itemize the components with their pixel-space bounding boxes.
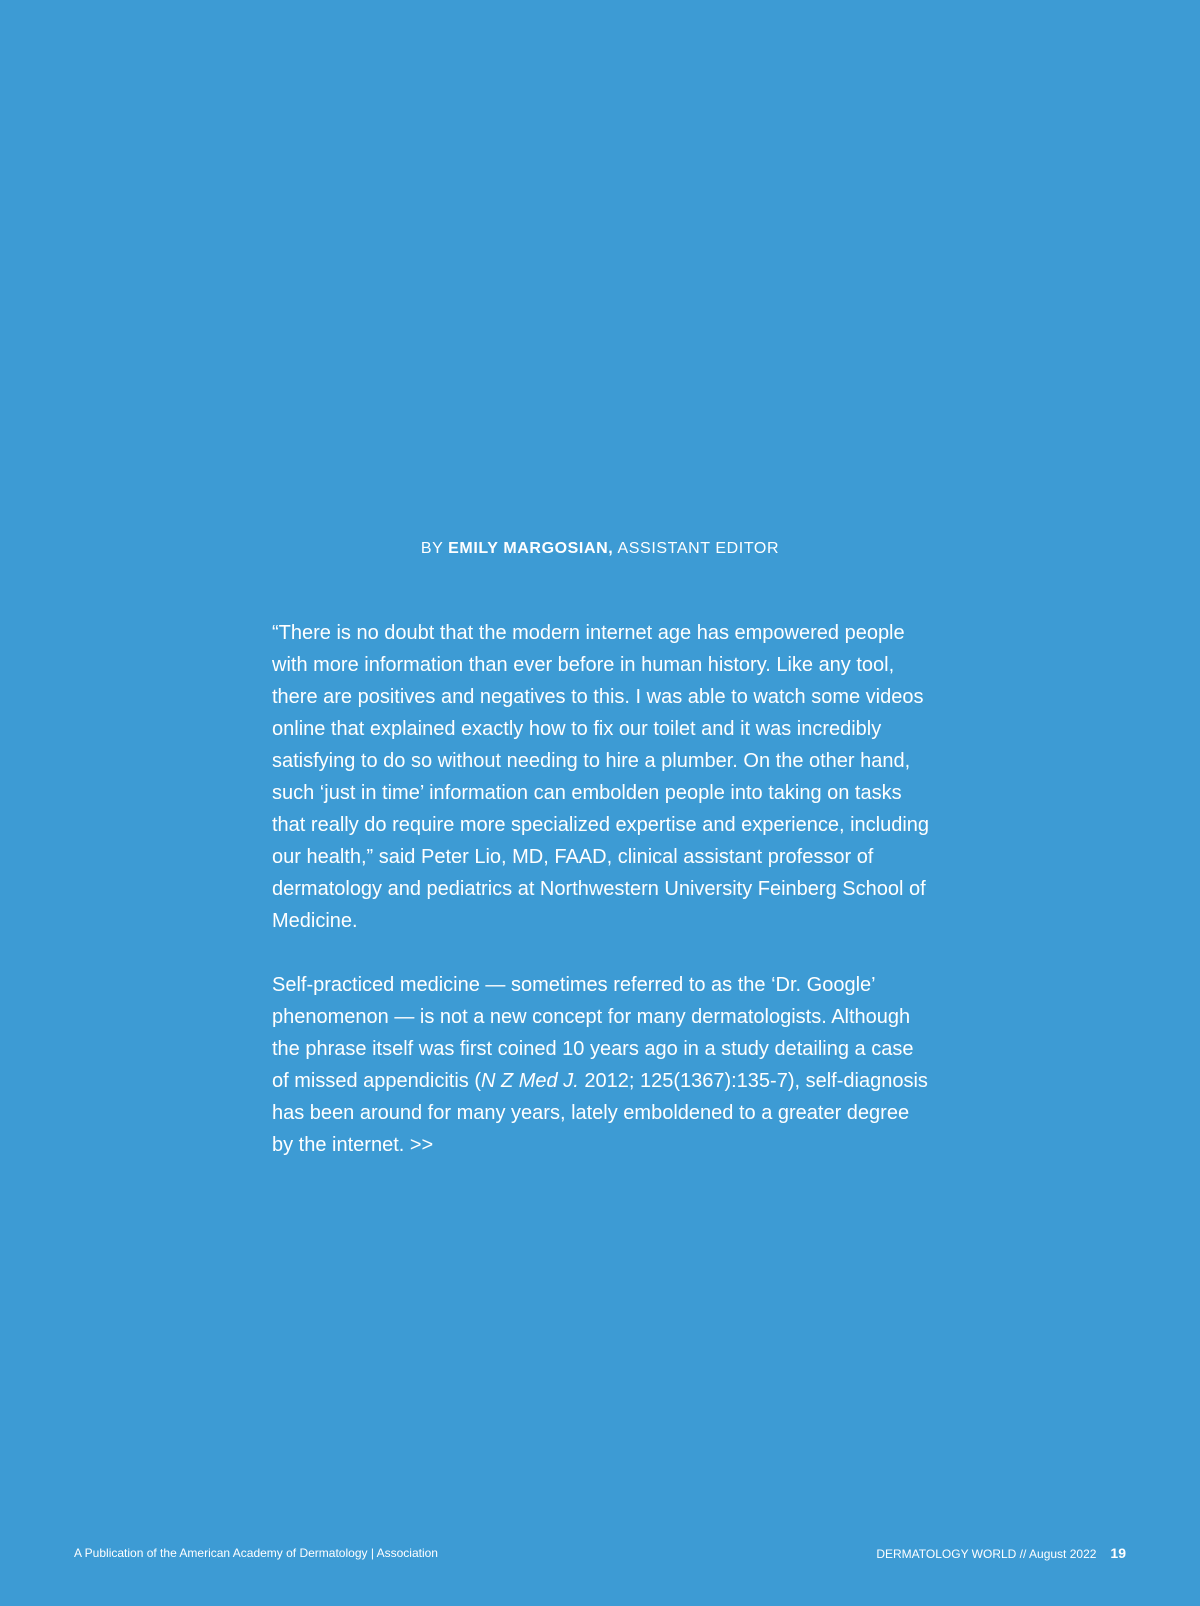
article-paragraph-2 xyxy=(272,969,932,1161)
byline-prefix: BY xyxy=(420,540,449,557)
byline xyxy=(0,540,1200,558)
paragraph-2-text-start: Self-practiced medicine — sometimes referred to as the ‘Dr. Google’ phenomenon — is not a new concept for many dermatologists. Although the phrase itself was first coined 10 years ago in a study detailing a case of missed appendicitis ( xyxy=(272,974,914,1092)
journal-citation: N Z Med J. xyxy=(480,1070,579,1092)
byline-role: ASSISTANT EDITOR xyxy=(613,540,780,557)
footer-publication: A Publication of the American Academy of Dermatology | Association xyxy=(74,1546,438,1560)
footer-magazine: DERMATOLOGY WORLD // August 2022 xyxy=(876,1547,1097,1561)
page-footer xyxy=(74,1543,1126,1563)
page-number: 19 xyxy=(1110,1545,1126,1561)
byline-author: EMILY MARGOSIAN, xyxy=(448,540,614,557)
article-body xyxy=(272,617,932,1193)
paragraph-2-text-end: 2012; 125(1367):135-7), self-diagnosis has been around for many years, lately emboldened to a greater degree by the internet. >> xyxy=(272,1070,928,1156)
footer-right xyxy=(876,1545,1126,1561)
article-paragraph-1: “There is no doubt that the modern internet age has empowered people with more information than ever before in human history. Like any tool, there are positives and negatives to this. I was able to watch some videos online that explained exactly how to fix our toilet and it was incredibly satisfying to do so without needing to hire a plumber. On the other hand, such ‘just in time’ information can embolden people into taking on tasks that really do require more specialized expertise and experience, including our health,” said Peter Lio, MD, FAAD, clinical assistant professor of dermatology and pediatrics at Northwestern University Feinberg School of Medicine. xyxy=(272,622,930,932)
